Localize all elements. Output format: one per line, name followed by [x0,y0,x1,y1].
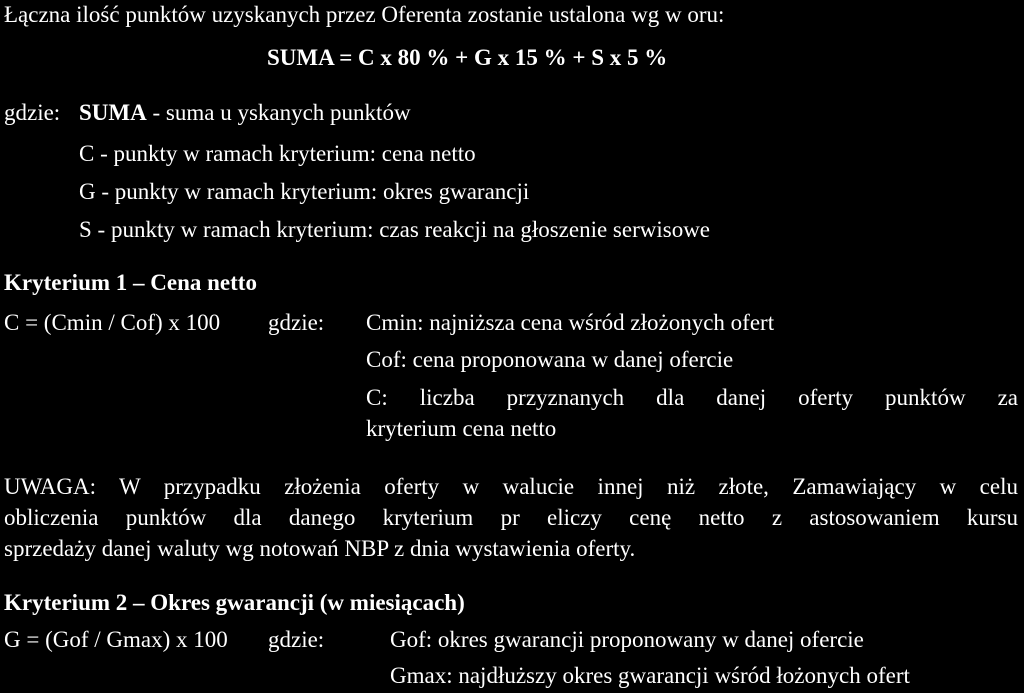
legend-item-s: S - punkty w ramach kryterium: czas reakcji na głoszenie serwisowe [79,217,711,242]
note-line-2: obliczenia punktów dla danego kryterium pr eliczy cenę netto z astosowaniem kursu [4,505,1018,530]
criterion1-def-c-cont: kryterium cena netto [366,416,557,441]
criterion2-def-gmax: Gmax: najdłuższy okres gwarancji wśród łożonych ofert [390,663,910,688]
legend-item-g: G - punkty w ramach kryterium: okres gwarancji [79,179,530,204]
criterion1-def-cof: Cof: cena proponowana w danej ofercie [366,347,734,372]
criterion1-title: Kryterium 1 – Cena netto [4,270,257,295]
legend-item-suma: SUMA - suma u yskanych punktów [79,100,411,125]
legend-item-c: C - punkty w ramach kryterium: cena netto [79,141,476,166]
note-line-1: UWAGA: W przypadku złożenia oferty w walucie innej niż złote, Zamawiający w celu [4,474,1018,499]
criterion1-def-cmin: Cmin: najniższa cena wśród złożonych ofert [366,310,775,335]
total-formula: SUMA = C x 80 % + G x 15 % + S x 5 % [267,45,668,70]
criterion2-formula: G = (Gof / Gmax) x 100 [4,627,228,652]
criterion2-title: Kryterium 2 – Okres gwarancji (w miesiącach) [4,590,465,615]
criterion1-formula: C = (Cmin / Cof) x 100 [4,310,221,335]
legend-lead: gdzie: [4,100,61,125]
criterion2-where: gdzie: [268,627,325,652]
intro-text: Łączna ilość punktów uzyskanych przez Oferenta zostanie ustalona wg w oru: [4,2,725,27]
criterion2-def-gof: Gof: okres gwarancji proponowany w danej ofercie [390,627,864,652]
criterion1-where: gdzie: [268,310,325,335]
note-line-3: sprzedaży danej waluty wg notowań NBP z dnia wystawienia oferty. [4,536,636,561]
criterion1-def-c: C: liczba przyznanych dla danej oferty punktów za [366,385,1018,410]
